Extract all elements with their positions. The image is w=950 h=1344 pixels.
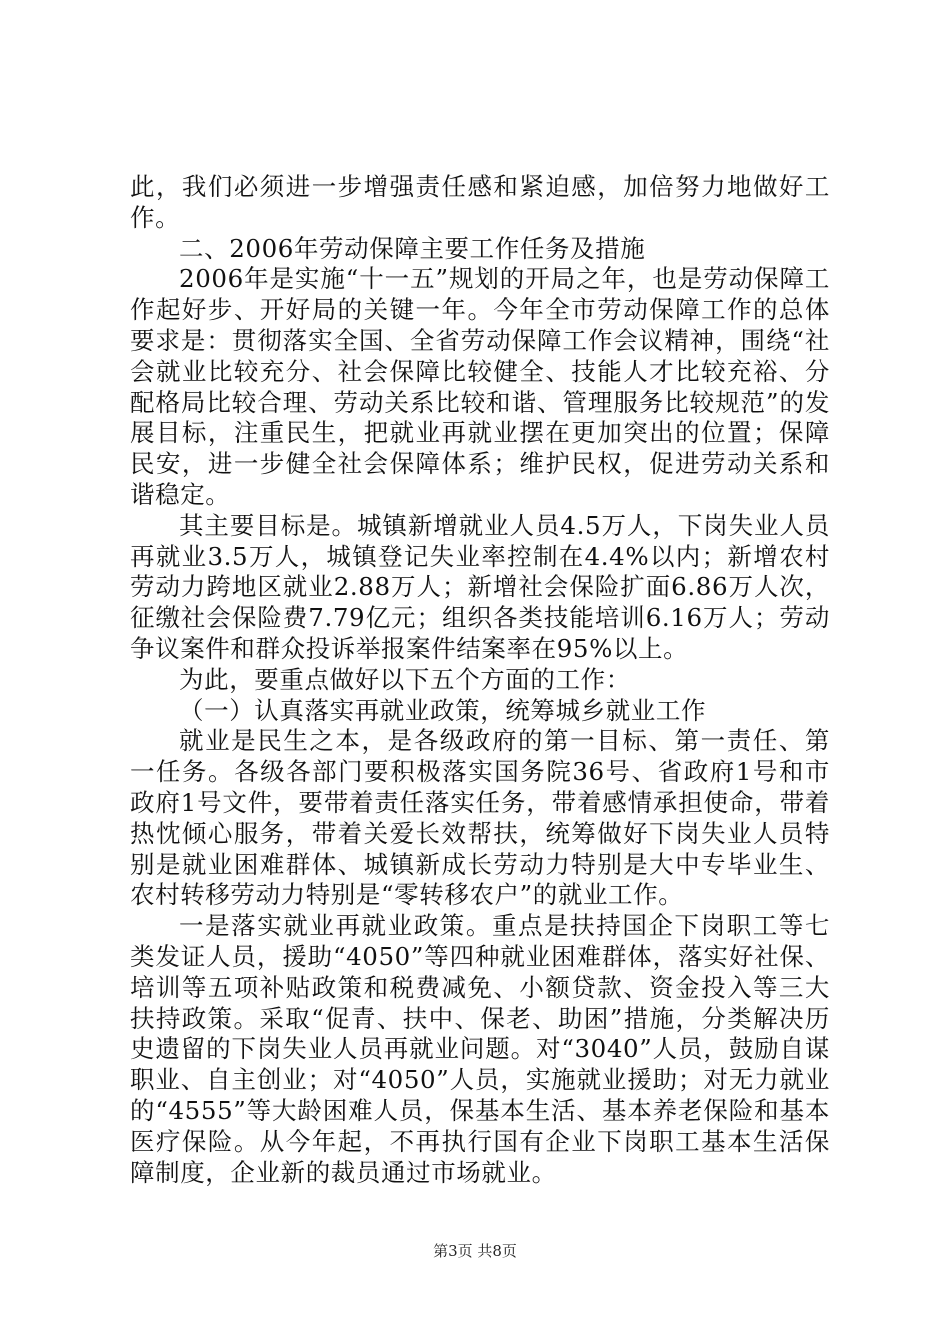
paragraph: 其主要目标是。城镇新增就业人员4.5万人，下岗失业人员再就业3.5万人，城镇登记失业率控制在4.4%以内；新增农村劳动力跨地区就业2.88万人；新增社会保险扩面6.86万人次，征缴社会保险费7.79亿元；组织各类技能培训6.16万人；劳动争议案件和群众投诉举报案件结案率在95%以上。 [130,510,830,663]
page-footer: 第3页 共8页 [433,1242,517,1260]
paragraph: 一是落实就业再就业政策。重点是扶持国企下岗职工等七类发证人员，援助“4050”等四种就业困难群体，落实好社保、培训等五项补贴政策和税费减免、小额贷款、资金投入等三大扶持政策。采取“促青、扶中、保老、助困”措施，分类解决历史遗留的下岗失业人员再就业问题。对“3040”人员，鼓励自谋职业、自主创业；对“4050”人员，实施就业援助；对无力就业的“4555”等大龄困难人员，保基本生活、基本养老保险和基本医疗保险。从今年起，不再执行国有企业下岗职工基本生活保障制度，企业新的裁员通过市场就业。 [130,911,830,1187]
paragraph: 2006年是实施“十一五”规划的开局之年，也是劳动保障工作起好步、开好局的关键一年。今年全市劳动保障工作的总体要求是：贯彻落实全国、全省劳动保障工作会议精神，围绕“社会就业比较充分、社会保障比较健全、技能人才比较充裕、分配格局比较合理、劳动关系比较和谐、管理服务比较规范”的发展目标，注重民生，把就业再就业摆在更加突出的位置；保障民安，进一步健全社会保障体系；维护民权，促进劳动关系和谐稳定。 [130,264,830,509]
paragraph: 为此，要重点做好以下五个方面的工作： [179,664,631,694]
paragraph-continuation: 此，我们必须进一步增强责任感和紧迫感，加倍努力地做好工作。 [130,172,830,232]
paragraph: 就业是民生之本，是各级政府的第一目标、第一责任、第一任务。各级各部门要积极落实国务院36号、省政府1号和市政府1号文件，要带着责任落实任务，带着感情承担使命，带着热忱倾心服务，带着关爱长效帮扶，统筹做好下岗失业人员特别是就业困难群体、城镇新成长劳动力特别是大中专毕业生、农村转移劳动力特别是“零转移农户”的就业工作。 [130,726,830,910]
section-heading: 二、2006年劳动保障主要工作任务及措施 [179,233,646,263]
subsection-heading: （一）认真落实再就业政策，统筹城乡就业工作 [179,695,707,725]
document-body [130,172,830,1188]
